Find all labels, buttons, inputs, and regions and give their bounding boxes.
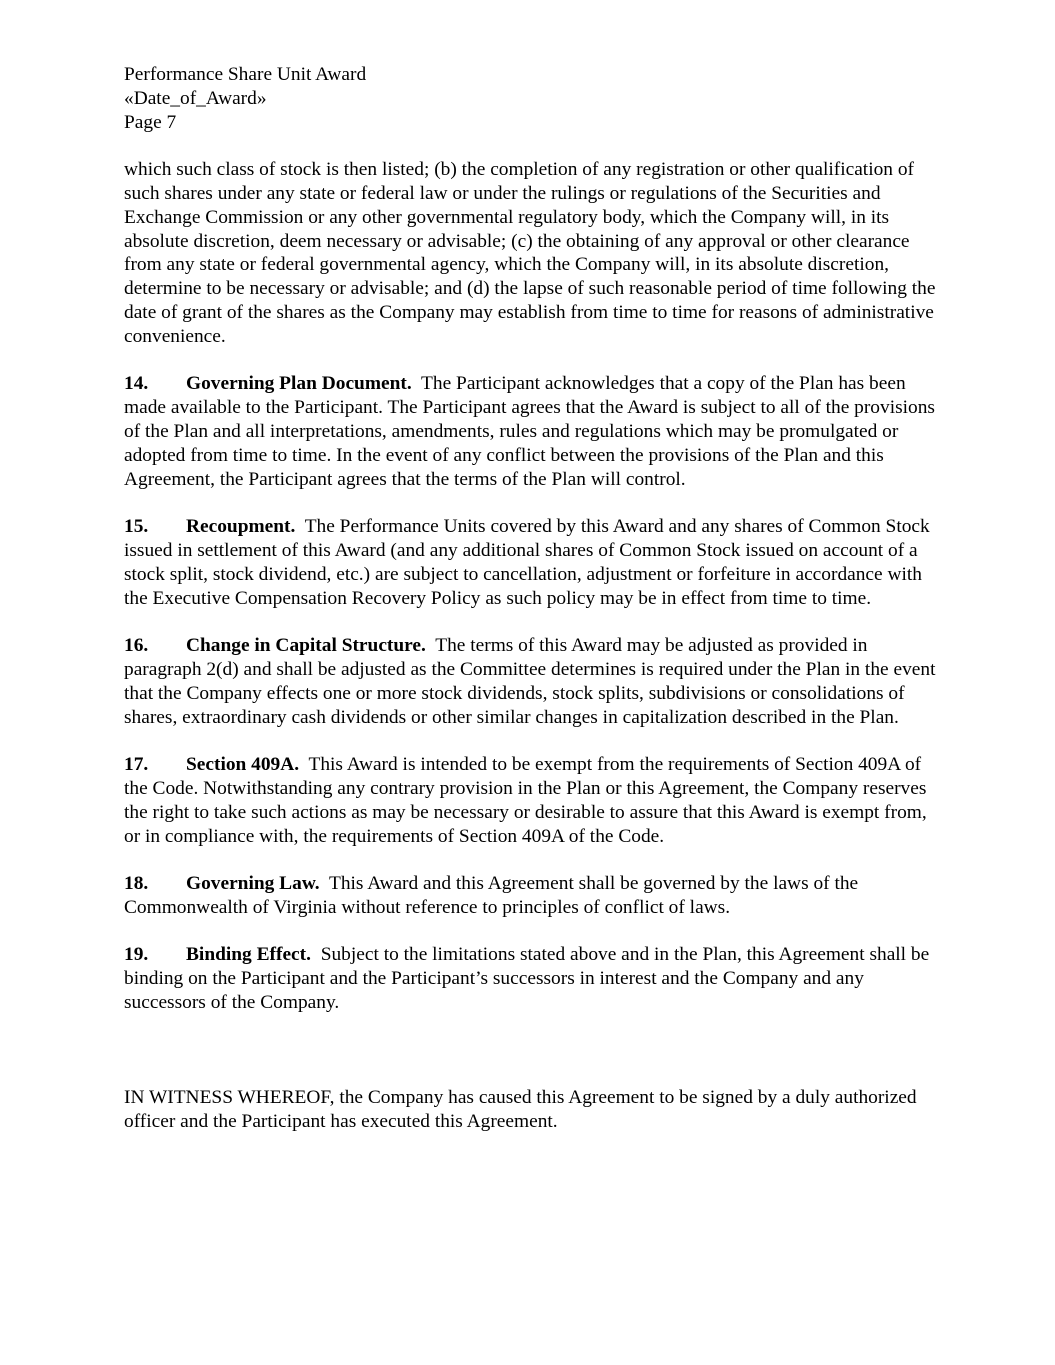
witness-paragraph: IN WITNESS WHEREOF, the Company has caused this Agreement to be signed by a duly authorized officer and the Participant has executed this Agreement. [124, 1087, 917, 1133]
header-document-title: Performance Share Unit Award [124, 64, 367, 85]
section-body: Subject to the limitations stated above and in the Plan, this Agreement shall be binding on the Participant and the Participant’s successors in interest and the Company and any successors of the Company. [124, 944, 930, 1014]
section-number: 14. [124, 373, 149, 395]
section-title: Binding Effect. [186, 944, 311, 966]
section-number: 17. [124, 754, 149, 776]
header-page-number: Page 7 [124, 111, 177, 133]
section-title: Governing Law. [186, 873, 320, 895]
section-title: Recoupment. [186, 516, 296, 538]
section-number: 16. [124, 635, 149, 657]
section-16 [124, 634, 939, 729]
intro-paragraph: which such class of stock is then listed; (b) the completion of any registration or other qualification of such shares under any state or federal law or under the rulings or regulations of the Securities and Exchange Commission or any other governmental regulatory body, which the Company will, in its absolute discretion, deem necessary or advisable; (c) the obtaining of any approval or other clearance from any state or federal governmental agency, which the Company will, in its absolute discretion, determine to be necessary or advisable; and (d) the lapse of such reasonable period of time following the date of grant of the shares as the Company may establish from time to time for reasons of administrative convenience. [124, 159, 936, 347]
section-body: This Award is intended to be exempt from the requirements of Section 409A of the Code. Notwithstanding any contrary provision in the Plan or this Agreement, the Company reserves the right to take such actions as may be necessary or desirable to assure that this Award is exempt from, or in compliance with, the requirements of Section 409A of the Code. [124, 754, 927, 847]
header-award-date: «Date_of_Award» [124, 87, 267, 109]
section-19 [124, 943, 939, 1014]
page-header [124, 63, 939, 134]
section-body: The Participant acknowledges that a copy of the Plan has been made available to the Participant. The Participant agrees that the Award is subject to all of the provisions of the Plan and all interpretations, amendments, rules and regulations which may be promulgated or adopted from time to time. In the event of any conflict between the provisions of the Plan and this Agreement, the Participant agrees that the terms of the Plan will control. [124, 373, 935, 490]
section-title: Governing Plan Document. [186, 373, 412, 395]
section-number: 15. [124, 516, 149, 538]
section-number: 18. [124, 873, 149, 895]
section-number: 19. [124, 944, 149, 966]
section-17 [124, 753, 939, 848]
document-page [124, 63, 939, 1158]
section-title: Change in Capital Structure. [186, 635, 426, 657]
section-body: The terms of this Award may be adjusted as provided in paragraph 2(d) and shall be adjusted as the Committee determines is required under the Plan in the event that the Company effects one or more stock dividends, stock splits, subdivisions or consolidations of shares, extraordinary cash dividends or other similar changes in capitalization described in the Plan. [124, 635, 936, 728]
section-18 [124, 872, 939, 920]
section-body: The Performance Units covered by this Award and any shares of Common Stock issued in settlement of this Award (and any additional shares of Common Stock issued on account of a stock split, stock dividend, etc.) are subject to cancellation, adjustment or forfeiture in accordance with the Executive Compensation Recovery Policy as such policy may be in effect from time to time. [124, 516, 930, 609]
section-title: Section 409A. [186, 754, 300, 776]
section-14 [124, 372, 939, 491]
section-15 [124, 515, 939, 610]
section-body: This Award and this Agreement shall be governed by the laws of the Commonwealth of Virginia without reference to principles of conflict of laws. [124, 873, 859, 918]
